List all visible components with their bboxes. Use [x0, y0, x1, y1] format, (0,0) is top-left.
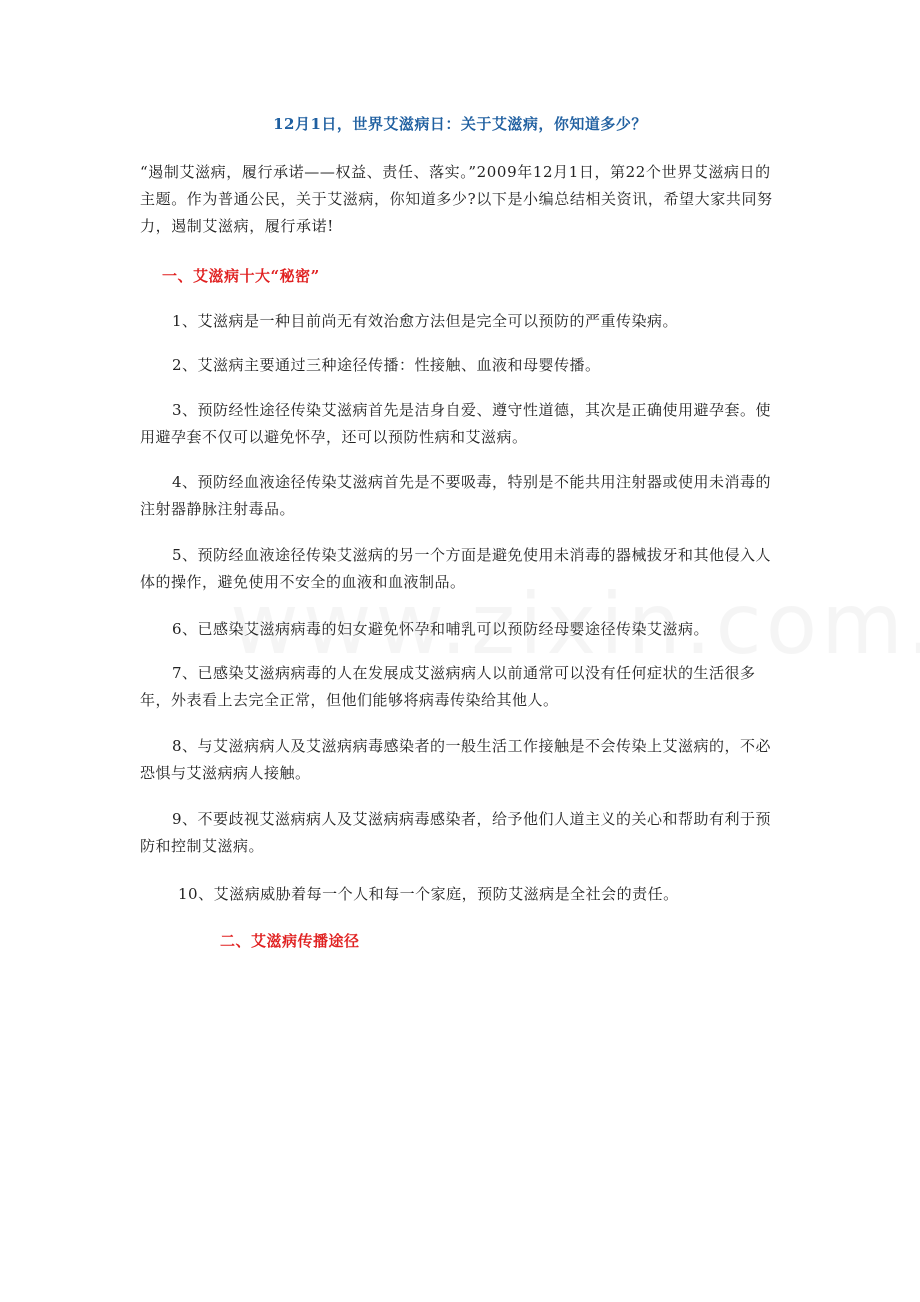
- list-item: 2、艾滋病主要通过三种途径传播：性接触、血液和母婴传播。: [172, 356, 601, 374]
- list-item: 6、已感染艾滋病病毒的妇女避免怀孕和哺乳可以预防经母婴途径传染艾滋病。: [172, 620, 710, 638]
- list-item: 4、预防经血液途径传染艾滋病首先是不要吸毒，特别是不能共用注射器或使用未消毒的注射器静脉注射毒品。: [140, 473, 772, 518]
- section-heading-secrets: 一、艾滋病十大“秘密”: [162, 267, 320, 285]
- section-heading-transmission: 二、艾滋病传播途径: [220, 932, 360, 950]
- list-item: 10、艾滋病威胁着每一个人和每一个家庭，预防艾滋病是全社会的责任。: [178, 885, 679, 903]
- list-item: 3、预防经性途径传染艾滋病首先是洁身自爱、遵守性道德，其次是正确使用避孕套。使用避孕套不仅可以避免怀孕，还可以预防性病和艾滋病。: [140, 401, 772, 446]
- list-item: 8、与艾滋病病人及艾滋病病毒感染者的一般生活工作接触是不会传染上艾滋病的，不必恐惧与艾滋病病人接触。: [140, 737, 772, 782]
- list-item: 1、艾滋病是一种目前尚无有效治愈方法但是完全可以预防的严重传染病。: [172, 312, 679, 330]
- list-item: 9、不要歧视艾滋病病人及艾滋病病毒感染者，给予他们人道主义的关心和帮助有利于预防和控制艾滋病。: [140, 810, 772, 855]
- list-item: 7、已感染艾滋病病毒的人在发展成艾滋病病人以前通常可以没有任何症状的生活很多年，外表看上去完全正常，但他们能够将病毒传染给其他人。: [140, 664, 756, 709]
- intro-paragraph: “遏制艾滋病，履行承诺——权益、责任、落实。”2009年12月1日，第22个世界艾滋病日的主题。作为普通公民，关于艾滋病，你知道多少?以下是小编总结相关资讯，希望大家共同努力，遏制艾滋病，履行承诺!: [140, 163, 773, 235]
- list-item: 5、预防经血液途径传染艾滋病的另一个方面是避免使用未消毒的器械拔牙和其他侵入人体的操作，避免使用不安全的血液和血液制品。: [140, 546, 772, 591]
- page-title: 12月1日，世界艾滋病日：关于艾滋病，你知道多少？: [273, 115, 647, 133]
